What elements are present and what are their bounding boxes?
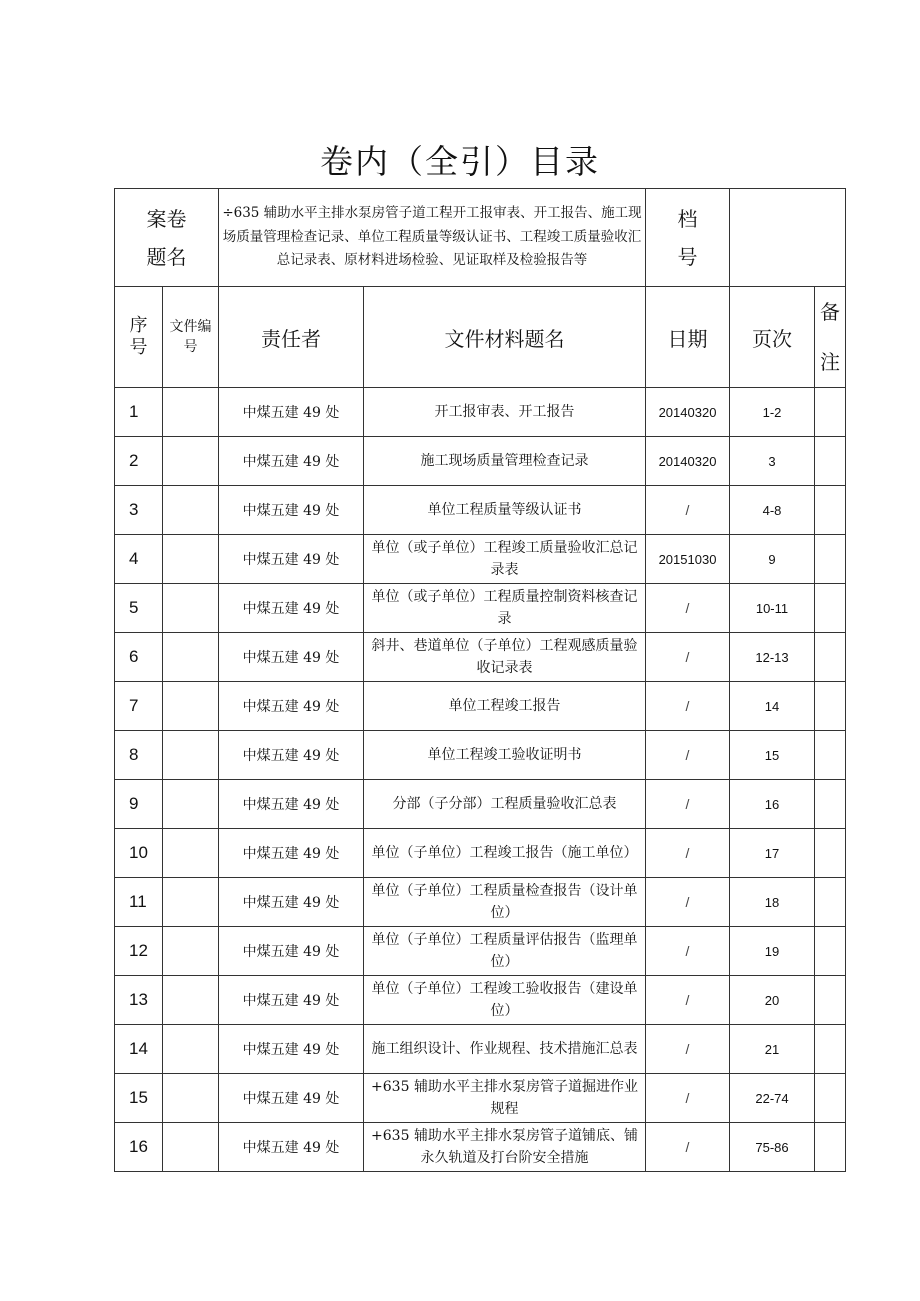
col-head-file-no: 文件编 号 [163, 287, 219, 388]
cell-date: / [646, 731, 730, 780]
cell-owner: 中煤五建 49 处 [219, 1025, 364, 1074]
cell-date: / [646, 682, 730, 731]
cell-pages: 4-8 [730, 486, 815, 535]
cell-title: 单位（或子单位）工程竣工质量验收汇总记录表 [364, 535, 646, 584]
column-header-row [115, 287, 846, 388]
cell-title: 单位（子单位）工程质量评估报告（监理单位） [364, 927, 646, 976]
cell-owner: 中煤五建 49 处 [219, 535, 364, 584]
cell-date: / [646, 927, 730, 976]
cell-note [815, 682, 846, 731]
col-head-note: 备 注 [815, 287, 846, 388]
col-head-pages: 页次 [730, 287, 815, 388]
cell-owner: 中煤五建 49 处 [219, 878, 364, 927]
cell-file-no [163, 878, 219, 927]
cell-seq: 8 [115, 731, 163, 780]
cell-pages: 3 [730, 437, 815, 486]
cell-date: / [646, 1025, 730, 1074]
cell-seq: 10 [115, 829, 163, 878]
cell-title: 分部（子分部）工程质量验收汇总表 [364, 780, 646, 829]
cell-file-no [163, 633, 219, 682]
cell-file-no [163, 437, 219, 486]
cell-title: 单位工程竣工验收证明书 [364, 731, 646, 780]
col-head-title: 文件材料题名 [364, 287, 646, 388]
col-head-owner: 责任者 [219, 287, 364, 388]
cell-seq: 12 [115, 927, 163, 976]
cell-owner: 中煤五建 49 处 [219, 633, 364, 682]
cell-note [815, 927, 846, 976]
case-title-label: 案卷 题名 [115, 189, 219, 287]
cell-date: / [646, 829, 730, 878]
cell-pages: 10-11 [730, 584, 815, 633]
cell-pages: 18 [730, 878, 815, 927]
table-row [115, 486, 846, 535]
cell-note [815, 878, 846, 927]
cell-date: / [646, 584, 730, 633]
cell-file-no [163, 535, 219, 584]
table-row [115, 878, 846, 927]
cell-pages: 15 [730, 731, 815, 780]
table-row [115, 780, 846, 829]
cell-owner: 中煤五建 49 处 [219, 1123, 364, 1172]
cell-seq: 6 [115, 633, 163, 682]
cell-owner: 中煤五建 49 处 [219, 927, 364, 976]
cell-title: 单位工程质量等级认证书 [364, 486, 646, 535]
cell-pages: 17 [730, 829, 815, 878]
table-row [115, 1025, 846, 1074]
cell-seq: 5 [115, 584, 163, 633]
cell-pages: 12-13 [730, 633, 815, 682]
cell-note [815, 486, 846, 535]
cell-owner: 中煤五建 49 处 [219, 976, 364, 1025]
archive-number-label: 档 号 [646, 189, 730, 287]
cell-file-no [163, 829, 219, 878]
cell-note [815, 731, 846, 780]
cell-file-no [163, 731, 219, 780]
cell-file-no [163, 780, 219, 829]
cell-note [815, 976, 846, 1025]
cell-title: 单位（或子单位）工程质量控制资料核查记录 [364, 584, 646, 633]
table-row [115, 633, 846, 682]
cell-owner: 中煤五建 49 处 [219, 682, 364, 731]
table-row [115, 388, 846, 437]
table-row [115, 976, 846, 1025]
page-title: 卷内（全引）目录 [320, 142, 600, 181]
cell-pages: 14 [730, 682, 815, 731]
case-title-value: ÷635 辅助水平主排水泵房管子道工程开工报审表、开工报告、施工现场质量管理检查记录、单位工程质量等级认证书、工程竣工质量验收汇总记录表、原材料进场检验、见证取样及检验报告等 [219, 189, 646, 287]
cell-seq: 2 [115, 437, 163, 486]
cell-date: / [646, 1074, 730, 1123]
cell-pages: 22-74 [730, 1074, 815, 1123]
cell-title: 单位工程竣工报告 [364, 682, 646, 731]
table-row [115, 731, 846, 780]
cell-title: +635 辅助水平主排水泵房管子道铺底、铺永久轨道及打台阶安全措施 [364, 1123, 646, 1172]
cell-file-no [163, 976, 219, 1025]
catalog-table [114, 188, 846, 1172]
cell-title: +635 辅助水平主排水泵房管子道掘进作业规程 [364, 1074, 646, 1123]
cell-date: / [646, 633, 730, 682]
cell-title: 单位（子单位）工程竣工验收报告（建设单位） [364, 976, 646, 1025]
cell-owner: 中煤五建 49 处 [219, 388, 364, 437]
cell-note [815, 780, 846, 829]
cell-owner: 中煤五建 49 处 [219, 584, 364, 633]
cell-date: 20140320 [646, 388, 730, 437]
cell-note [815, 584, 846, 633]
cell-pages: 1-2 [730, 388, 815, 437]
cell-date: / [646, 486, 730, 535]
cell-file-no [163, 584, 219, 633]
cell-seq: 11 [115, 878, 163, 927]
cell-title: 开工报审表、开工报告 [364, 388, 646, 437]
cell-file-no [163, 927, 219, 976]
cell-date: / [646, 878, 730, 927]
cell-note [815, 1025, 846, 1074]
cell-owner: 中煤五建 49 处 [219, 437, 364, 486]
cell-seq: 16 [115, 1123, 163, 1172]
cell-owner: 中煤五建 49 处 [219, 1074, 364, 1123]
cell-note [815, 437, 846, 486]
cell-pages: 16 [730, 780, 815, 829]
cell-note [815, 633, 846, 682]
table-row [115, 437, 846, 486]
cell-title: 单位（子单位）工程质量检查报告（设计单位） [364, 878, 646, 927]
table-row [115, 682, 846, 731]
cell-date: 20140320 [646, 437, 730, 486]
cell-seq: 13 [115, 976, 163, 1025]
cell-pages: 75-86 [730, 1123, 815, 1172]
table-row [115, 1123, 846, 1172]
cell-owner: 中煤五建 49 处 [219, 731, 364, 780]
cell-seq: 3 [115, 486, 163, 535]
cell-file-no [163, 388, 219, 437]
cell-owner: 中煤五建 49 处 [219, 780, 364, 829]
table-row [115, 927, 846, 976]
cell-seq: 14 [115, 1025, 163, 1074]
cell-note [815, 535, 846, 584]
cell-title: 施工组织设计、作业规程、技术措施汇总表 [364, 1025, 646, 1074]
table-row [115, 584, 846, 633]
cell-seq: 7 [115, 682, 163, 731]
cell-note [815, 1123, 846, 1172]
table-row [115, 1074, 846, 1123]
col-head-seq: 序 号 [115, 287, 163, 388]
cell-owner: 中煤五建 49 处 [219, 486, 364, 535]
cell-pages: 20 [730, 976, 815, 1025]
cell-note [815, 1074, 846, 1123]
cell-seq: 4 [115, 535, 163, 584]
cell-date: / [646, 976, 730, 1025]
cell-pages: 21 [730, 1025, 815, 1074]
cell-seq: 1 [115, 388, 163, 437]
cell-note [815, 388, 846, 437]
cell-seq: 15 [115, 1074, 163, 1123]
cell-file-no [163, 1074, 219, 1123]
cell-date: / [646, 780, 730, 829]
cell-pages: 9 [730, 535, 815, 584]
cell-date: 20151030 [646, 535, 730, 584]
table-row [115, 535, 846, 584]
col-head-date: 日期 [646, 287, 730, 388]
table-row [115, 829, 846, 878]
cell-file-no [163, 1123, 219, 1172]
cell-file-no [163, 486, 219, 535]
cell-file-no [163, 682, 219, 731]
cell-seq: 9 [115, 780, 163, 829]
cell-title: 施工现场质量管理检查记录 [364, 437, 646, 486]
cell-pages: 19 [730, 927, 815, 976]
cell-title: 斜井、巷道单位（子单位）工程观感质量验收记录表 [364, 633, 646, 682]
cell-date: / [646, 1123, 730, 1172]
cell-file-no [163, 1025, 219, 1074]
archive-number-value [730, 189, 846, 287]
cell-title: 单位（子单位）工程竣工报告（施工单位） [364, 829, 646, 878]
header-row-case [115, 189, 846, 287]
cell-owner: 中煤五建 49 处 [219, 829, 364, 878]
cell-note [815, 829, 846, 878]
